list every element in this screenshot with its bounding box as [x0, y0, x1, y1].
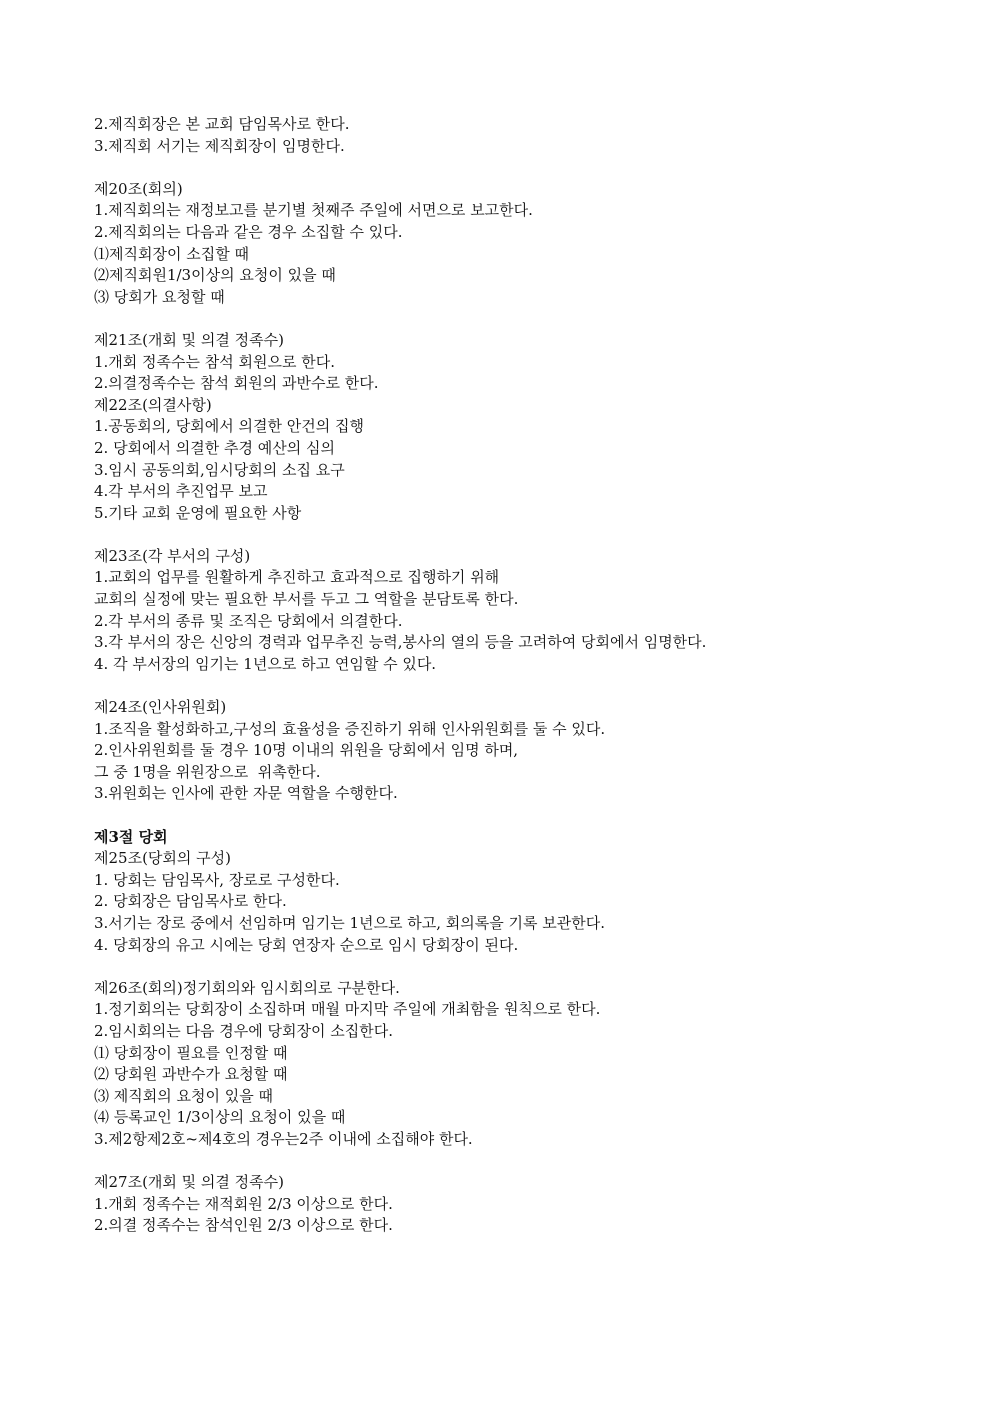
text-line: 교회의 실정에 맞는 필요한 부서를 두고 그 역할을 분담토록 한다. [94, 590, 519, 609]
text-line: 3.임시 공동의회,임시당회의 소집 요구 [94, 460, 345, 479]
text-line: ⑷ 등록교인 1/3이상의 요청이 있을 때 [94, 1108, 346, 1127]
text-line: 2.의결 정족수는 참석인원 2/3 이상으로 한다. [94, 1216, 393, 1235]
text-line: 2.제직회장은 본 교회 담임목사로 한다. [94, 115, 350, 133]
blank-line [94, 524, 924, 546]
text-line: ⑵제직회원1/3이상의 요청이 있을 때 [94, 266, 336, 285]
blank-line [94, 1151, 924, 1173]
text-line: 1. 당회는 담임목사, 장로로 구성한다. [94, 870, 340, 889]
article-heading: 제22조(의결사항) [94, 395, 212, 414]
text-line: 1.정기회의는 당회장이 소집하며 매월 마지막 주일에 개최함을 원칙으로 한다. [94, 1000, 601, 1019]
text-line: ⑵ 당회원 과반수가 요청할 때 [94, 1065, 288, 1084]
text-line: 2.인사위원회를 둘 경우 10명 이내의 위원을 당회에서 임명 하며, [94, 741, 519, 760]
text-line: ⑶ 제직회의 요청이 있을 때 [94, 1086, 273, 1105]
text-line: 2. 당회장은 담임목사로 한다. [94, 892, 287, 911]
article-heading: 제24조(인사위원회) [94, 698, 227, 717]
article-heading: 제21조(개회 및 의결 정족수) [94, 330, 284, 349]
text-line: 3.제직회 서기는 제직회장이 임명한다. [94, 136, 345, 155]
text-line: 4. 당회장의 유고 시에는 당회 연장자 순으로 임시 당회장이 된다. [94, 935, 519, 954]
text-line: 5.기타 교회 운영에 필요한 사항 [94, 503, 302, 522]
blank-line [94, 675, 924, 697]
text-line: 2.각 부서의 종류 및 조직은 당회에서 의결한다. [94, 611, 403, 630]
text-line: 1.개회 정족수는 참석 회원으로 한다. [94, 352, 336, 371]
text-line: 3.서기는 장로 중에서 선임하며 임기는 1년으로 하고, 회의록을 기록 보관한다. [94, 913, 606, 932]
text-line: 3.각 부서의 장은 신앙의 경력과 업무추진 능력,봉사의 열의 등을 고려하여 당회에서 임명한다. [94, 633, 707, 652]
text-line: 4. 각 부서장의 임기는 1년으로 하고 연임할 수 있다. [94, 654, 437, 673]
text-line: 2.제직회의는 다음과 같은 경우 소집할 수 있다. [94, 222, 403, 241]
text-line: ⑶ 당회가 요청할 때 [94, 287, 225, 306]
section-heading: 제3절 당회 [94, 827, 168, 846]
text-line: 1.개회 정족수는 재적회원 2/3 이상으로 한다. [94, 1194, 393, 1213]
blank-line [94, 805, 924, 827]
blank-line [94, 157, 924, 179]
text-line: 1.공동회의, 당회에서 의결한 안건의 집행 [94, 417, 364, 436]
text-line: ⑴ 당회장이 필요를 인정할 때 [94, 1043, 288, 1062]
text-line: 3.제2항제2호~제4호의 경우는2주 이내에 소집해야 한다. [94, 1129, 473, 1148]
text-line: 3.위원회는 인사에 관한 자문 역할을 수행한다. [94, 784, 398, 803]
text-line: ⑴제직회장이 소집할 때 [94, 244, 249, 263]
text-line: 2.의결정족수는 참석 회원의 과반수로 한다. [94, 374, 379, 393]
text-line: 2. 당회에서 의결한 추경 예산의 심의 [94, 438, 336, 457]
article-heading: 제27조(개회 및 의결 정족수) [94, 1173, 284, 1192]
article-heading: 제25조(당회의 구성) [94, 849, 231, 868]
article-heading: 제26조(회의)정기회의와 임시회의로 구분한다. [94, 978, 400, 997]
blank-line [94, 308, 924, 330]
article-heading: 제23조(각 부서의 구성) [94, 546, 251, 565]
text-line: 2.임시회의는 다음 경우에 당회장이 소집한다. [94, 1021, 393, 1040]
text-line: 1.교회의 업무를 원활하게 추진하고 효과적으로 집행하기 위해 [94, 568, 500, 587]
document-page [94, 114, 924, 1237]
blank-line [94, 956, 924, 978]
text-line: 그 중 1명을 위원장으로 위촉한다. [94, 762, 321, 781]
text-line: 1.조직을 활성화하고,구성의 효율성을 증진하기 위해 인사위원회를 둘 수 있다. [94, 719, 606, 738]
text-line: 4.각 부서의 추진업무 보고 [94, 482, 268, 501]
article-heading: 제20조(회의) [94, 179, 183, 198]
text-line: 1.제직회의는 재정보고를 분기별 첫째주 주일에 서면으로 보고한다. [94, 201, 533, 220]
